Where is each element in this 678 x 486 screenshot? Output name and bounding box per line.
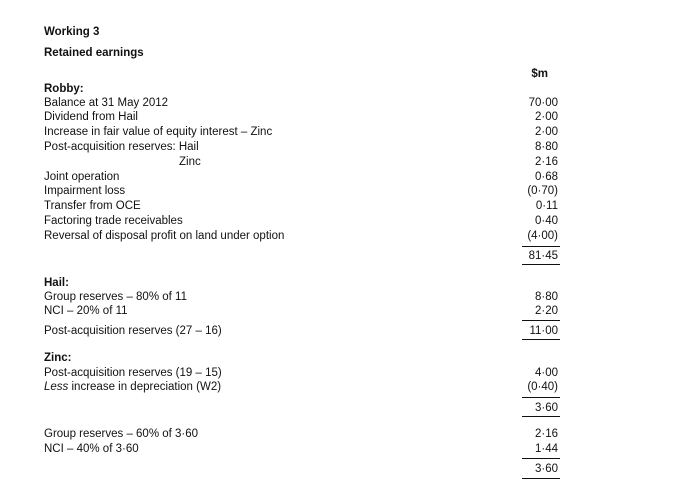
row-label: Transfer from OCE bbox=[44, 200, 141, 212]
row-value: 2·00 bbox=[534, 111, 558, 123]
row-value: 2·16 bbox=[534, 428, 558, 440]
row-value: 8·80 bbox=[534, 141, 558, 153]
subtotal-rule-bottom bbox=[522, 416, 560, 417]
section-title-hail: Hail: bbox=[44, 277, 69, 289]
row-label: Joint operation bbox=[44, 171, 120, 183]
row-value: (0·70) bbox=[527, 185, 558, 197]
section-title-zinc: Zinc: bbox=[44, 352, 72, 364]
row-value: (4·00) bbox=[527, 230, 558, 242]
row-label: Increase in fair value of equity interest – Zinc bbox=[44, 126, 273, 138]
row-label: Group reserves – 60% of 3·60 bbox=[44, 428, 199, 440]
row-value: 4·00 bbox=[534, 367, 558, 379]
row-label: NCI – 40% of 3·60 bbox=[44, 443, 139, 455]
row-label: Reversal of disposal profit on land under option bbox=[44, 230, 285, 242]
row-value: 0·68 bbox=[534, 171, 558, 183]
row-value: 2·16 bbox=[534, 156, 558, 168]
section-total: 11·00 bbox=[529, 325, 558, 337]
row-label-text: increase in depreciation (W2) bbox=[68, 381, 222, 393]
row-value: 0·40 bbox=[534, 215, 558, 227]
section-title-robby: Robby: bbox=[44, 83, 84, 95]
total-rule-top bbox=[522, 320, 560, 321]
working-subheading: Retained earnings bbox=[44, 47, 144, 59]
total-rule-bottom bbox=[522, 339, 560, 340]
row-value: 2·20 bbox=[534, 305, 558, 317]
row-value: 0·11 bbox=[535, 200, 558, 212]
row-label: Zinc bbox=[179, 156, 201, 168]
row-value: 70·00 bbox=[528, 97, 558, 109]
subtotal-rule-top bbox=[522, 397, 560, 398]
working-heading: Working 3 bbox=[44, 26, 100, 38]
row-value: 1·44 bbox=[534, 443, 558, 455]
section-subtotal: 3·60 bbox=[534, 402, 558, 414]
row-label: Post-acquisition reserves (27 – 16) bbox=[44, 325, 222, 337]
total-rule-top bbox=[522, 458, 560, 459]
row-value: 2·00 bbox=[534, 126, 558, 138]
row-value: 8·80 bbox=[534, 291, 558, 303]
row-label: NCI – 20% of 11 bbox=[44, 305, 128, 317]
row-value: (0·40) bbox=[527, 381, 558, 393]
row-label: Post-acquisition reserves (19 – 15) bbox=[44, 367, 222, 379]
column-header: $m bbox=[531, 68, 548, 80]
row-label: Post-acquisition reserves: Hail bbox=[44, 141, 199, 153]
row-label-prefix: Less bbox=[44, 381, 69, 393]
total-rule-bottom bbox=[522, 478, 560, 479]
row-label: Factoring trade receivables bbox=[44, 215, 183, 227]
total-rule-top bbox=[522, 246, 560, 247]
total-rule-bottom bbox=[522, 264, 560, 265]
row-label: Impairment loss bbox=[44, 185, 126, 197]
row-label bbox=[44, 380, 221, 394]
row-label: Balance at 31 May 2012 bbox=[44, 97, 169, 109]
row-label: Dividend from Hail bbox=[44, 111, 138, 123]
section-total: 81·45 bbox=[528, 250, 558, 262]
section-total: 3·60 bbox=[534, 463, 558, 475]
row-label: Group reserves – 80% of 11 bbox=[44, 291, 187, 303]
